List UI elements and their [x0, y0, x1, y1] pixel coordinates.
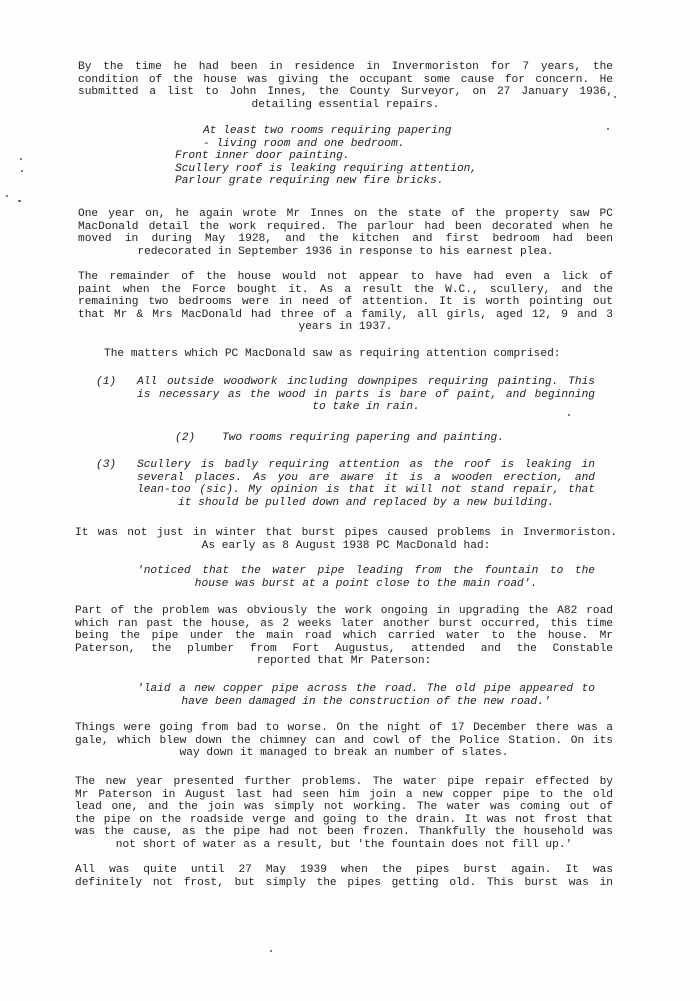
item-line: All outside woodwork including downpipes requiring painting. This	[137, 376, 595, 388]
item-1	[137, 376, 595, 414]
paragraph-last-line: As early as 8 August 1938 PC MacDonald had:	[201, 539, 491, 552]
paragraph-line: was the cause, as the pipe had not been frozen. Thankfully the household was	[75, 826, 613, 839]
paragraph-5	[75, 527, 617, 552]
paragraph-last-line: way down it managed to break an number of slates.	[179, 747, 509, 760]
paragraph-line: By the time he had been in residence in Invermoriston for 7 years, the	[78, 61, 613, 73]
scan-speck	[607, 128, 609, 130]
paragraph-line: Things were going from bad to worse. On the night of 17 December there was a	[75, 722, 613, 734]
paragraph-last-line: detailing essential repairs.	[251, 98, 440, 111]
scan-speck	[270, 950, 272, 952]
list-item: At least two rooms requiring papering	[203, 125, 452, 137]
list-item: Scullery roof is leaking requiring attention,	[175, 162, 478, 175]
list-item: - living room and one bedroom.	[203, 137, 405, 150]
quote-last-line: have been damaged in the construction of the new road.'	[181, 695, 551, 708]
paragraph-line: being the pipe under the main road which carried water to the house. Mr	[75, 630, 613, 643]
scan-speck	[6, 195, 8, 197]
quote-2	[137, 683, 595, 708]
item-last-line: to take in rain.	[312, 401, 420, 414]
paragraph-2	[78, 208, 613, 258]
scan-speck	[568, 414, 570, 416]
list-item: Parlour grate requiring new fire bricks.	[175, 175, 444, 188]
paragraph-line: The matters which PC MacDonald saw as requiring attention comprised:	[104, 348, 561, 360]
paragraph-line: gale, which blew down the chimney can and cowl of the Police Station. On its	[75, 734, 613, 747]
paragraph-line: It was not just in winter that burst pipes caused problems in Invermoriston.	[75, 527, 617, 539]
paragraph-6	[75, 605, 613, 668]
paragraph-line: All was quite until 27 May 1939 when the pipes burst again. It was	[75, 864, 613, 876]
paragraph-line: lead one, and the join was simply not working. The water was coming out of	[75, 801, 613, 814]
quote-line: 'laid a new copper pipe across the road. The old pipe appeared to	[137, 683, 595, 695]
paragraph-7	[75, 722, 613, 760]
paragraph-line: that Mr & Mrs MacDonald had three of a family, all girls, aged 12, 9 and 3	[78, 308, 613, 321]
paragraph-3	[78, 271, 613, 334]
paragraph-4	[104, 348, 614, 361]
paragraph-last-line: not short of water as a result, but 'the fountain does not fill up.'	[115, 838, 573, 851]
repairs-list	[175, 125, 505, 188]
paragraph-1	[78, 61, 613, 111]
paragraph-line: Mr Paterson in August last had seen him join a new copper pipe to the old	[75, 788, 613, 801]
paragraph-line: submitted a list to John Innes, the County Surveyor, on 27 January 1936,	[78, 86, 613, 99]
paragraph-8	[75, 776, 613, 852]
item-line: (2) Two rooms requiring papering and painting.	[175, 432, 504, 444]
item-1-number: (1)	[96, 376, 117, 388]
item-line: several places. As you are aware it is a wooden erection, and	[137, 471, 595, 484]
paragraph-line: the pipe on the roadside verge and going to the drain. It was not frost that	[75, 813, 613, 826]
quote-line: 'noticed that the water pipe leading from the fountain to the	[137, 565, 595, 577]
paragraph-last-line: reported that Mr Paterson:	[256, 655, 432, 668]
paragraph-last-line: years in 1937.	[298, 321, 393, 334]
paragraph-line: condition of the house was giving the occupant some cause for concern. He	[78, 73, 613, 86]
paragraph-last-line: redecorated in September 1936 in response to his earnest plea.	[137, 245, 554, 258]
item-3	[137, 459, 595, 509]
item-line: is necessary as the wood in parts is bare of paint, and beginning	[137, 388, 595, 401]
paragraph-9	[75, 864, 613, 889]
paragraph-line: Part of the problem was obviously the work ongoing in upgrading the A82 road	[75, 605, 613, 617]
list-item: Front inner door painting.	[175, 150, 350, 163]
item-2	[175, 432, 595, 445]
paragraph-line: which ran past the house, as 2 weeks later another burst occurred, this time	[75, 617, 613, 630]
paragraph-line: definitely not frost, but simply the pipes getting old. This burst was in	[75, 876, 613, 889]
paragraph-line: The remainder of the house would not appear to have had even a lick of	[78, 271, 613, 283]
quote-last-line: house was burst at a point close to the main road'.	[194, 577, 538, 590]
item-line: lean-too (sic). My opinion is that it will not stand repair, that	[137, 484, 595, 497]
scan-speck	[20, 158, 22, 160]
scan-speck	[614, 96, 616, 98]
item-3-number: (3)	[96, 459, 117, 471]
paragraph-line: paint when the Force bought it. As a result the W.C., scullery, and the	[78, 283, 613, 296]
paragraph-line: Paterson, the plumber from Fort Augustus, attended and the Constable	[75, 642, 613, 655]
paragraph-line: remaining two bedrooms were in need of attention. It is worth pointing out	[78, 296, 613, 309]
paragraph-line: moved in during May 1928, and the kitchen and first bedroom had been	[78, 233, 613, 246]
item-last-line: it should be pulled down and replaced by a new building.	[178, 496, 554, 509]
item-line: Scullery is badly requiring attention as the roof is leaking in	[137, 459, 595, 471]
paragraph-line: MacDonald detail the work required. The parlour had been decorated when he	[78, 220, 613, 233]
scan-speck	[21, 170, 23, 172]
quote-1	[137, 565, 595, 590]
scan-speck	[18, 200, 21, 202]
paragraph-line: One year on, he again wrote Mr Innes on the state of the property saw PC	[78, 208, 613, 220]
paragraph-line: The new year presented further problems. The water pipe repair effected by	[75, 776, 613, 788]
